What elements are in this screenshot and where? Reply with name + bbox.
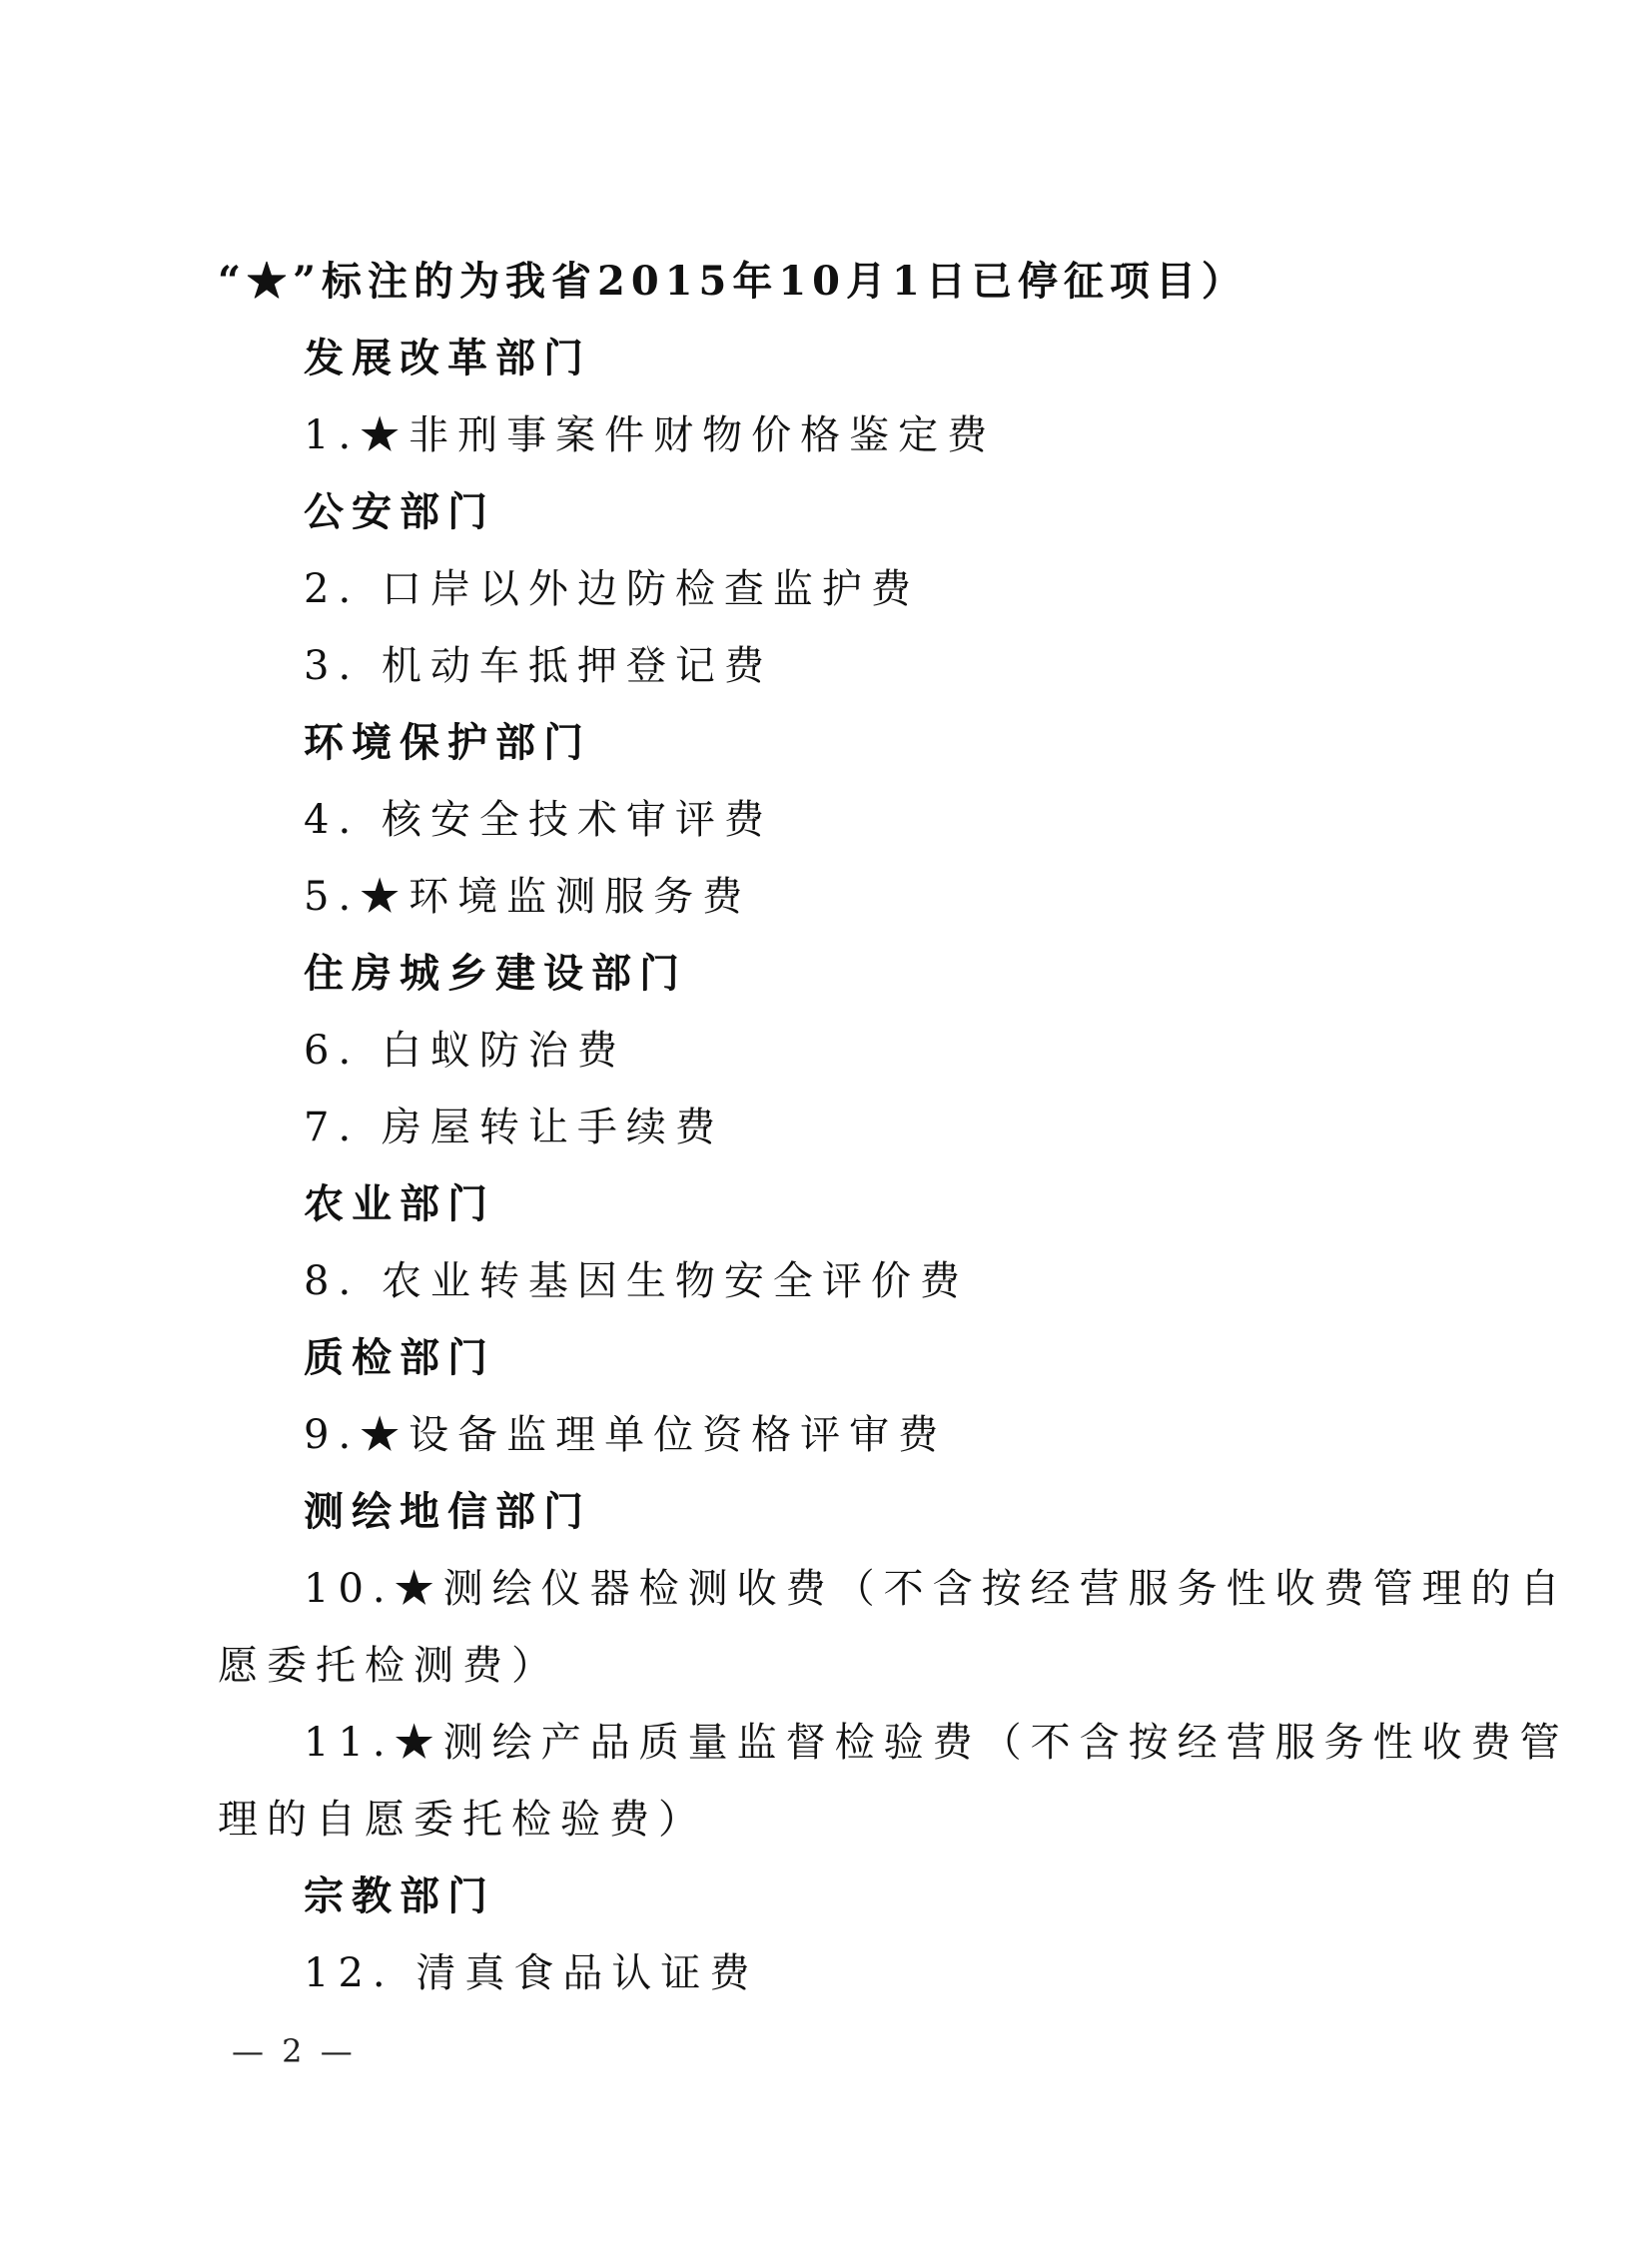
section-heading-public-security: 公安部门 (304, 488, 495, 535)
section-heading-quality-inspection: 质检部门 (304, 1334, 495, 1381)
section-heading-housing-construction: 住房城乡建设部门 (304, 950, 687, 997)
list-item: 8. 农业转基因生物安全评价费 (304, 1258, 969, 1304)
section-heading-agriculture: 农业部门 (304, 1180, 495, 1227)
list-item: 9.★设备监理单位资格评审费 (304, 1412, 948, 1458)
section-heading-surveying-mapping: 测绘地信部门 (304, 1488, 591, 1535)
section-heading-environmental-protection: 环境保护部门 (304, 719, 591, 766)
list-item: 2. 口岸以外边防检查监护费 (304, 566, 920, 612)
list-item: 12. 清真食品认证费 (304, 1950, 759, 1996)
page-number: — 2 — (232, 2032, 357, 2070)
list-item-continuation: 理的自愿委托检验费） (218, 1797, 707, 1843)
list-item: 11.★测绘产品质量监督检验费（不含按经营服务性收费管 (304, 1720, 1569, 1766)
list-item: 5.★环境监测服务费 (304, 874, 752, 920)
list-item: 6. 白蚁防治费 (304, 1028, 626, 1074)
list-item-continuation: 愿委托检测费） (218, 1643, 560, 1689)
section-heading-religion: 宗教部门 (304, 1872, 495, 1919)
section-heading-development-reform: 发展改革部门 (304, 335, 591, 381)
intro-line: “★”标注的为我省2015年10月1日已停征项目） (218, 258, 1247, 305)
list-item: 1.★非刑事案件财物价格鉴定费 (304, 412, 997, 458)
list-item: 3. 机动车抵押登记费 (304, 643, 773, 689)
list-item: 4. 核安全技术审评费 (304, 797, 773, 843)
list-item: 10.★测绘仪器检测收费（不含按经营服务性收费管理的自 (304, 1566, 1569, 1612)
list-item: 7. 房屋转让手续费 (304, 1105, 724, 1150)
